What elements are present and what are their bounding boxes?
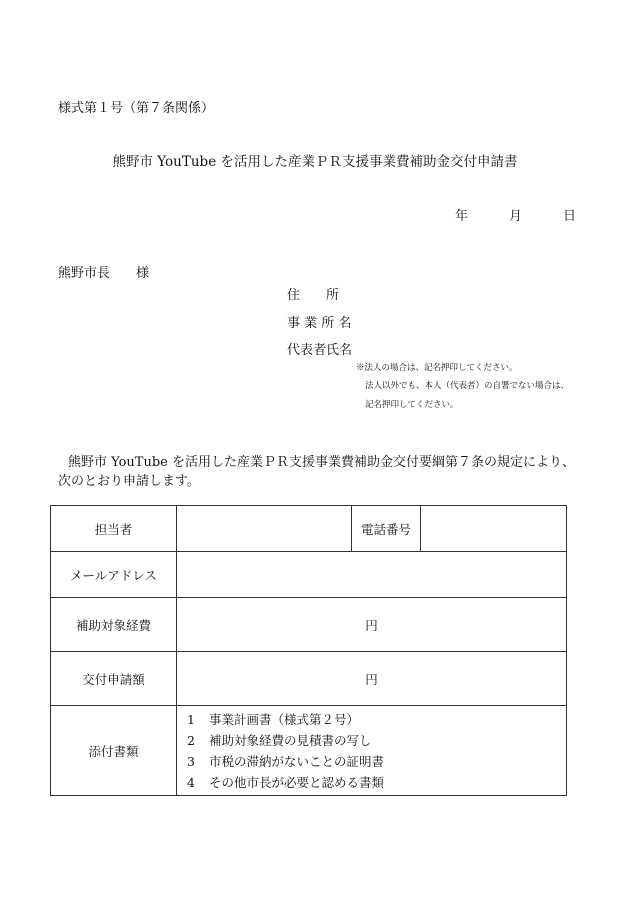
date-month-label: 月: [509, 209, 523, 224]
form-number: 様式第１号（第７条関係）: [58, 101, 215, 116]
attachments-list: [177, 706, 567, 796]
attachments-label: 添付書類: [51, 706, 177, 796]
body-text-line-1: 熊野市 YouTube を活用した産業ＰＲ支援事業費補助金交付要綱第７条の規定により、: [68, 455, 575, 470]
phone-field[interactable]: [421, 506, 567, 552]
attachment-text: その他市長が必要と認める書類: [209, 774, 385, 790]
eligible-cost-field[interactable]: [177, 598, 567, 652]
document-title: 熊野市 YouTube を活用した産業ＰＲ支援事業費補助金交付申請書: [112, 154, 518, 170]
contact-person-label: 担当者: [51, 506, 177, 552]
list-item: [187, 730, 566, 751]
seal-note-line-2: 法人以外でも、本人（代表者）の自署でない場合は、: [365, 381, 570, 391]
table-row: [51, 506, 567, 552]
list-item: [187, 751, 566, 772]
table-row: [51, 552, 567, 598]
attachment-number: 4: [187, 774, 195, 790]
requested-amount-field[interactable]: [177, 652, 567, 706]
table-row: [51, 598, 567, 652]
table-row: [51, 652, 567, 706]
email-field[interactable]: [177, 552, 567, 598]
attachment-text: 市税の滞納がないことの証明書: [209, 753, 385, 769]
yen-unit: 円: [365, 671, 378, 687]
yen-unit: 円: [365, 617, 378, 633]
applicant-business-name-label: 事 業 所 名: [287, 316, 352, 331]
application-table: [50, 505, 567, 796]
applicant-representative-label: 代表者氏名: [287, 343, 353, 358]
attachment-text: 補助対象経費の見積書の写し: [209, 732, 372, 748]
seal-note-line-1: ※法人の場合は、記名押印してください。: [356, 363, 518, 373]
table-row: [51, 706, 567, 796]
eligible-cost-label: 補助対象経費: [51, 598, 177, 652]
list-item: [187, 772, 566, 793]
attachment-text: 事業計画書（様式第２号）: [209, 711, 360, 727]
contact-person-field[interactable]: [177, 506, 352, 552]
date-day-label: 日: [563, 209, 577, 224]
email-label: メールアドレス: [51, 552, 177, 598]
requested-amount-label: 交付申請額: [51, 652, 177, 706]
addressee: 熊野市長 様: [58, 266, 150, 281]
attachment-number: 3: [187, 753, 195, 769]
seal-note-line-3: 記名押印してください。: [365, 400, 459, 410]
applicant-address-label: 住 所: [287, 288, 340, 303]
attachment-number: 2: [187, 732, 195, 748]
body-text-line-2: 次のとおり申請します。: [58, 474, 200, 489]
date-year-label: 年: [455, 209, 469, 224]
phone-label: 電話番号: [352, 506, 421, 552]
attachment-number: 1: [187, 711, 195, 727]
list-item: [187, 709, 566, 730]
